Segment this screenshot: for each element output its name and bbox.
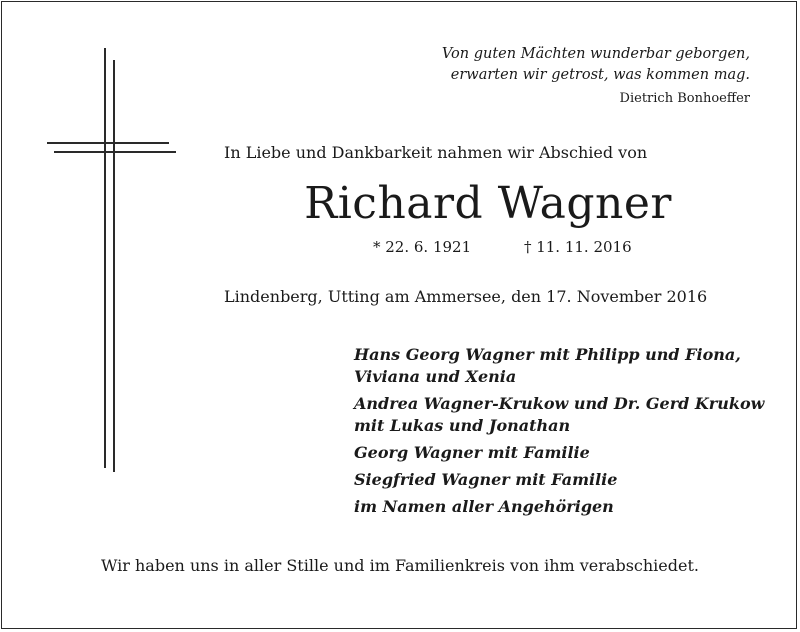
cross-vertical-line bbox=[113, 60, 115, 472]
family-line: im Namen aller Angehörigen bbox=[354, 497, 614, 516]
quote-author: Dietrich Bonhoeffer bbox=[619, 91, 750, 106]
intro-text: In Liebe und Dankbarkeit nahmen wir Abschied von bbox=[224, 143, 648, 162]
deceased-name: Richard Wagner bbox=[304, 178, 672, 229]
cross-horizontal-line bbox=[54, 151, 176, 153]
closing-note: Wir haben uns in aller Stille und im Familienkreis von ihm verabschiedet. bbox=[100, 556, 699, 575]
family-line: Siegfried Wagner mit Familie bbox=[354, 470, 618, 489]
family-line: Viviana und Xenia bbox=[354, 367, 517, 386]
death-date: † 11. 11. 2016 bbox=[523, 238, 632, 256]
cross-vertical-line bbox=[104, 48, 106, 468]
family-line: Hans Georg Wagner mit Philipp und Fiona, bbox=[354, 345, 741, 364]
family-list bbox=[354, 344, 764, 518]
family-line: mit Lukas und Jonathan bbox=[354, 416, 571, 435]
family-line: Georg Wagner mit Familie bbox=[354, 443, 590, 462]
place-date: Lindenberg, Utting am Ammersee, den 17. November 2016 bbox=[224, 287, 708, 306]
quote-block bbox=[442, 44, 750, 109]
cross-horizontal-line bbox=[47, 142, 169, 144]
life-dates bbox=[373, 238, 632, 256]
quote-line: Von guten Mächten wunderbar geborgen, bbox=[441, 46, 750, 62]
family-line: Andrea Wagner-Krukow und Dr. Gerd Krukow bbox=[354, 394, 765, 413]
quote-line: erwarten wir getrost, was kommen mag. bbox=[450, 67, 750, 83]
birth-date: * 22. 6. 1921 bbox=[373, 238, 472, 256]
